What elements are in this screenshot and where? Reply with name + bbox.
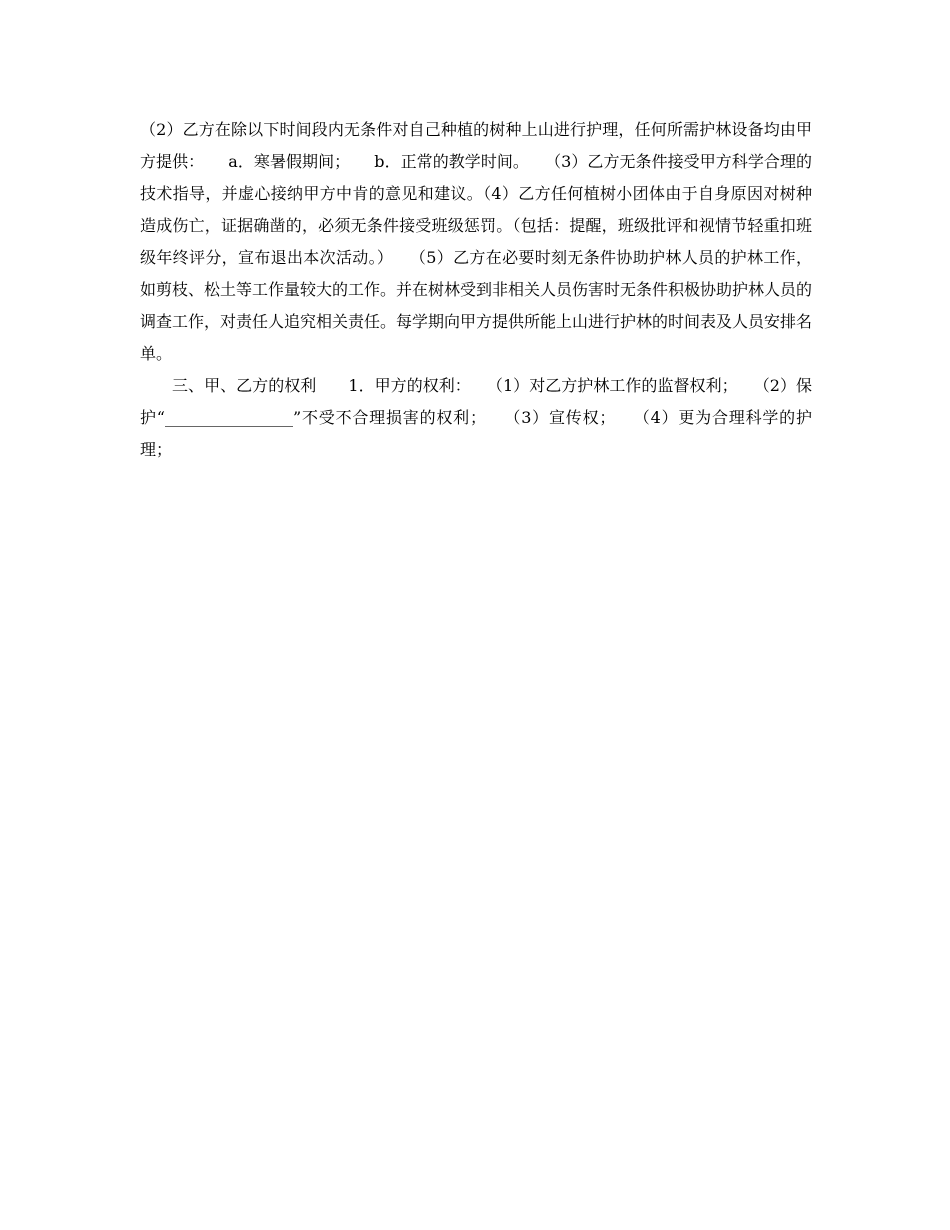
paragraph-rights: 三、甲、乙方的权利 1．甲方的权利： （1）对乙方护林工作的监督权利； （2）保护“________________”不受不合理损害的权利； （3）宣传权； （4）更为合理科学的护理；	[140, 376, 812, 459]
document-body	[140, 114, 812, 466]
paragraph-obligations: （2）乙方在除以下时间段内无条件对自己种植的树种上山进行护理，任何所需护林设备均由甲方提供： a．寒暑假期间； b．正常的教学时间。 （3）乙方无条件接受甲方科学合理的技术指导，并虚心接纳甲方中肯的意见和建议。（4）乙方任何植树小团体由于自身原因对树种造成伤亡，证据确凿的，必须无条件接受班级惩罚。（包括：提醒，班级批评和视情节轻重扣班级年终评分，宣布退出本次活动。） （5）乙方在必要时刻无条件协助护林人员的护林工作，如剪枝、松土等工作量较大的工作。并在树林受到非相关人员伤害时无条件积极协助护林人员的调查工作，对责任人追究相关责任。每学期向甲方提供所能上山进行护林的时间表及人员安排名单。	[140, 120, 813, 363]
